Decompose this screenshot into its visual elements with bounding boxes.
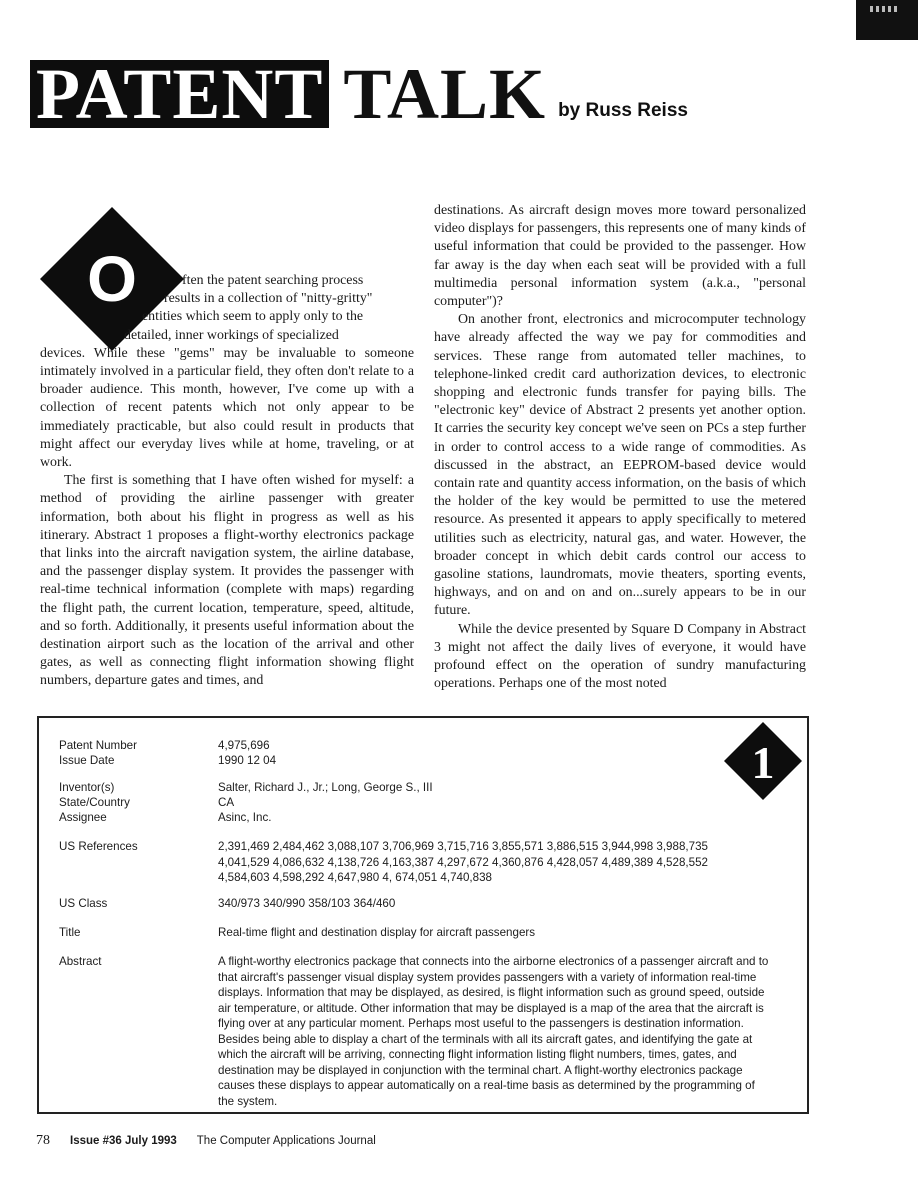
corner-hatch (870, 6, 900, 12)
value-abstract (218, 954, 798, 1109)
abstract-line-1: A flight-worthy electronics package that connects into the airborne electronics of a passenger aircraft and to (218, 955, 769, 968)
abstract-number: 1 (751, 737, 775, 788)
abstract-line-10: the system. (218, 1094, 278, 1108)
ref-line-3: 4,584,603 4,598,292 4,647,980 4, 674,051 4,740,838 (218, 871, 492, 884)
label-us-references: US References (59, 840, 138, 853)
left-column (40, 202, 414, 691)
paragraph-1-rest: devices. While these "gems" may be invaluable to someone intimately involved in a particular field, they often don't relate to a broader audience. This month, however, I've come up with a collection of recent patents which not only appear to be immediately practicable, but also could result in products that might affect our everyday lives while at home, traveling, or at work. (40, 345, 414, 471)
abstract-line-4: air temperature, or altitude. Other information that may be displayed is a map of the area that the aircraft is (218, 1001, 764, 1015)
value-patent-number: 4,975,696 (218, 739, 270, 752)
byline: by Russ Reiss (558, 100, 688, 121)
issue-info: Issue #36 July 1993 (70, 1135, 177, 1147)
label-us-class: US Class (59, 897, 108, 910)
journal-name: The Computer Applications Journal (196, 1135, 376, 1147)
paragraph-5: While the device presented by Square D Company in Abstract 3 might not affect the daily lives of everyone, it would have profound effect on the operation of sundry manufacturing operations. Perhaps one of the most noted (434, 621, 806, 692)
value-title: Real-time flight and destination display for aircraft passengers (218, 926, 536, 939)
title-patent: PATENT (30, 60, 329, 128)
label-issue-date: Issue Date (59, 754, 115, 767)
label-state: State/Country (59, 796, 130, 809)
value-assignee: Asinc, Inc. (218, 811, 272, 824)
paragraph-2: The first is something that I have often wished for myself: a method of providing the airline passenger with greater information, both about his flight in progress as well as his itinerary. Abstract 1 proposes a flight-worthy electronics package that links into the aircraft navigation system, the airline database, and the passenger display system. It provides the passenger with real-time technical information (complete with maps) regarding the flight path, the current location, temperature, speed, altitude, and so forth. Additionally, it presents useful information about the destination airport such as the location of the arrival and other gates, as well as connecting flight information showing flight numbers, departure gates and times, and (40, 473, 414, 689)
abstract-line-9: causes these displays to appear automatically on a real-time basis as determined by the programming of (218, 1079, 755, 1092)
headline (30, 54, 688, 134)
intro-line-2: results in a collection of "nitty-gritty" (164, 291, 373, 307)
abstract-line-6: Besides being able to display a chart of the terminals with all its aircraft gates, and identifying the gate at (218, 1032, 753, 1046)
label-patent-number: Patent Number (59, 739, 137, 752)
page-footer (36, 1133, 376, 1149)
paragraph-4: On another front, electronics and microcomputer technology have already affected the way we pay for commodities and services. These range from automated teller machines, to telephone-linked credit card authorization devices, to electronic shopping and electronic funds transfer for paying bills. The "electronic key" device of Abstract 2 presents yet another option. It carries the security key concept we've seen on PCs a step further in order to control access to a wide range of commodities. As discussed in the abstract, an EEPROM-based device would contain rate and quantity access information, on the basis of which the holder of the key would be permitted to use the metered resource. As presented it appears to apply specifically to metered utilities such as electricity, natural gas, and water. However, the broader concept in which debit cards control our access to gasoline stations, laundromats, movie theaters, sporting events, highways, and on and on and on...surely appears to be in our future. (434, 312, 806, 619)
label-abstract: Abstract (59, 955, 102, 968)
dropcap-letter: O (87, 243, 137, 315)
right-column (434, 202, 806, 693)
value-inventor: Salter, Richard J., Jr.; Long, George S., III (218, 781, 433, 794)
intro-line-1: ften the patent searching process (182, 273, 364, 288)
abstract-line-7: which the aircraft will be arriving, connecting flight information listing flight numbers, times, gates, and (218, 1048, 737, 1061)
ref-line-1: 2,391,469 2,484,462 3,088,107 3,706,969 3,715,716 3,855,571 3,886,515 3,944,998 3,988,735 (218, 840, 708, 853)
value-us-class: 340/973 340/990 358/103 364/460 (218, 897, 396, 910)
abstract-line-3: displays. Information that may be displayed, as desired, is flight information such as ground speed, outside (218, 986, 765, 999)
value-us-references (218, 839, 798, 886)
label-title: Title (59, 926, 81, 939)
label-assignee: Assignee (59, 811, 107, 824)
intro-line-3: entities which seem to apply only to the (142, 309, 364, 325)
title-talk: TALK (343, 54, 547, 134)
ref-line-2: 4,041,529 4,086,632 4,138,726 4,163,387 4,297,672 4,360,876 4,428,057 4,489,389 4,528,552 (218, 855, 708, 869)
corner-page-tab (856, 0, 918, 40)
patent-abstract-box (37, 716, 809, 1114)
label-inventor: Inventor(s) (59, 781, 115, 794)
abstract-line-8: destination may be displayed in conjunction with the terminal chart. A flight-worthy electronics package (218, 1063, 743, 1077)
abstract-line-5: flying over at any particular moment. Perhaps most useful to the passengers is destination information. (218, 1017, 744, 1030)
page-number: 78 (36, 1133, 50, 1148)
paragraph-3: destinations. As aircraft design moves more toward personalized video displays for passengers, this represents one of many kinds of useful information that could be provided to the passenger. How far away is the day when each seat will be provided with a full multimedia personal information system (a.k.a., "personal computer")? (434, 203, 806, 310)
value-state: CA (218, 796, 235, 809)
abstract-line-2: that aircraft's passenger visual display system provides passengers with a variety of information real-time (218, 970, 757, 984)
intro-line-4: detailed, inner workings of specialized (124, 327, 339, 343)
value-issue-date: 1990 12 04 (218, 754, 277, 767)
